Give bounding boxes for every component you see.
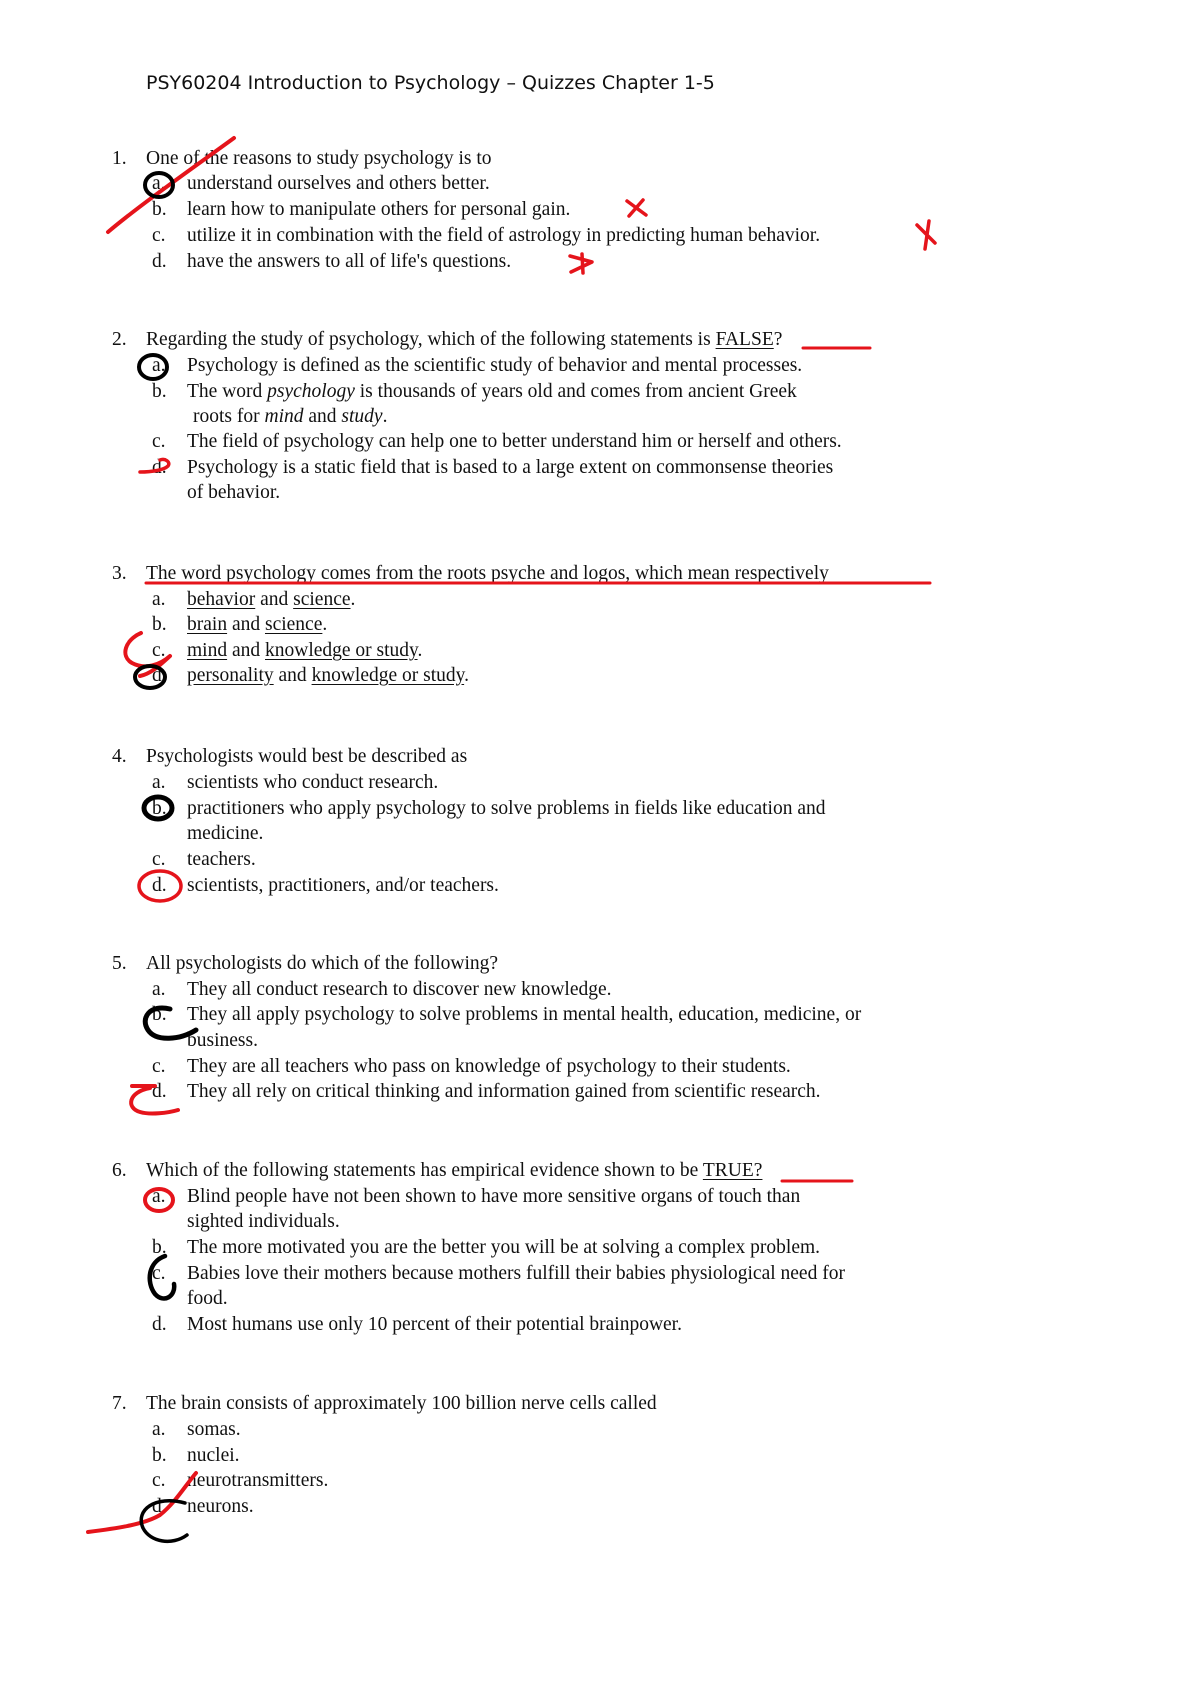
option-text: somas. — [187, 1419, 241, 1440]
option-text: brain and science. — [187, 614, 328, 635]
option-text: scientists who conduct research. — [187, 772, 439, 793]
page-header: PSY60204 Introduction to Psychology – Quizzes Chapter 1-5 — [146, 72, 715, 94]
emphasis-false: FALSE — [715, 329, 774, 350]
question-text: Which of the following statements has empirical evidence shown to be TRUE? — [146, 1160, 763, 1181]
question-text: Regarding the study of psychology, which of the following statements is FALSE? — [146, 329, 783, 350]
option-text: They all rely on critical thinking and information gained from scientific research. — [187, 1081, 821, 1102]
option-text: understand ourselves and others better. — [187, 173, 490, 194]
option-letter: a. — [152, 772, 166, 793]
option-letter: d. — [152, 457, 167, 478]
question-number: 3. — [112, 563, 127, 584]
option-letter: d. — [152, 1314, 167, 1335]
option-letter: d. — [152, 1496, 167, 1517]
question-text: All psychologists do which of the following? — [146, 953, 499, 974]
option-letter: a. — [152, 589, 166, 610]
question-text: The word psychology comes from the roots psyche and logos, which mean respectively — [146, 563, 829, 584]
option-letter: b. — [152, 1445, 167, 1466]
option-text: behavior and science. — [187, 589, 356, 610]
option-text-continued: food. — [187, 1288, 228, 1309]
option-text: teachers. — [187, 849, 256, 870]
red-x-mark — [627, 200, 646, 216]
question-number: 5. — [112, 953, 127, 974]
option-text: neurotransmitters. — [187, 1470, 329, 1491]
red-check-mark — [88, 1473, 196, 1532]
option-letter: c. — [152, 849, 166, 870]
option-text: Psychology is a static field that is based to a large extent on commonsense theories — [187, 457, 834, 478]
option-letter: b. — [152, 1004, 167, 1025]
option-text: Blind people have not been shown to have more sensitive organs of touch than — [187, 1186, 801, 1207]
option-letter: a. — [152, 979, 166, 1000]
option-text: They are all teachers who pass on knowledge of psychology to their students. — [187, 1056, 791, 1077]
option-letter: a. — [152, 173, 166, 194]
option-letter: a. — [152, 355, 166, 376]
option-text: have the answers to all of life's questions. — [187, 251, 512, 272]
question-text: Psychologists would best be described as — [146, 746, 468, 767]
option-text: nuclei. — [187, 1445, 240, 1466]
option-text: Psychology is defined as the scientific study of behavior and mental processes. — [187, 355, 803, 376]
option-letter: a. — [152, 1186, 166, 1207]
option-text-continued: medicine. — [187, 823, 264, 844]
option-letter: d. — [152, 665, 167, 686]
option-letter: d. — [152, 875, 167, 896]
option-text: mind and knowledge or study. — [187, 640, 423, 661]
emphasis-true: TRUE? — [702, 1160, 763, 1181]
option-text: personality and knowledge or study. — [187, 665, 469, 686]
option-text: practitioners who apply psychology to solve problems in fields like education and — [187, 798, 826, 819]
question-text: The brain consists of approximately 100 billion nerve cells called — [146, 1393, 657, 1414]
red-x-mark — [917, 221, 935, 249]
option-text: utilize it in combination with the field of astrology in predicting human behavior. — [187, 225, 821, 246]
option-text: Most humans use only 10 percent of their potential brainpower. — [187, 1314, 682, 1335]
question-number: 4. — [112, 746, 127, 767]
option-text: The field of psychology can help one to better understand him or herself and others. — [187, 431, 842, 452]
option-text-continued: roots for mind and study. — [193, 406, 388, 427]
option-text-continued: business. — [187, 1030, 258, 1051]
option-letter: b. — [152, 614, 167, 635]
option-letter: b. — [152, 1237, 167, 1258]
question-number: 2. — [112, 329, 127, 350]
option-letter: c. — [152, 1263, 166, 1284]
question-number: 1. — [112, 148, 127, 169]
option-text: neurons. — [187, 1496, 254, 1517]
option-letter: b. — [152, 798, 167, 819]
option-letter: a. — [152, 1419, 166, 1440]
option-letter: c. — [152, 1056, 166, 1077]
option-letter: c. — [152, 640, 166, 661]
option-letter: c. — [152, 431, 166, 452]
option-text: scientists, practitioners, and/or teachers. — [187, 875, 499, 896]
option-text: The word psychology is thousands of years old and comes from ancient Greek — [187, 381, 797, 402]
option-letter: b. — [152, 381, 167, 402]
option-text: Babies love their mothers because mothers fulfill their babies physiological need for — [187, 1263, 845, 1284]
option-letter: b. — [152, 199, 167, 220]
option-text-continued: sighted individuals. — [187, 1211, 340, 1232]
option-letter: d. — [152, 1081, 167, 1102]
red-x-mark — [570, 254, 592, 273]
option-letter: c. — [152, 225, 166, 246]
option-text: They all apply psychology to solve problems in mental health, education, medicine, or — [187, 1004, 862, 1025]
question-number: 6. — [112, 1160, 127, 1181]
option-text: learn how to manipulate others for personal gain. — [187, 199, 571, 220]
option-text-continued: of behavior. — [187, 482, 281, 503]
option-text: The more motivated you are the better you will be at solving a complex problem. — [187, 1237, 821, 1258]
option-letter: c. — [152, 1470, 166, 1491]
question-text: One of the reasons to study psychology is to — [146, 148, 492, 169]
option-text: They all conduct research to discover new knowledge. — [187, 979, 612, 1000]
question-number: 7. — [112, 1393, 127, 1414]
option-letter: d. — [152, 251, 167, 272]
